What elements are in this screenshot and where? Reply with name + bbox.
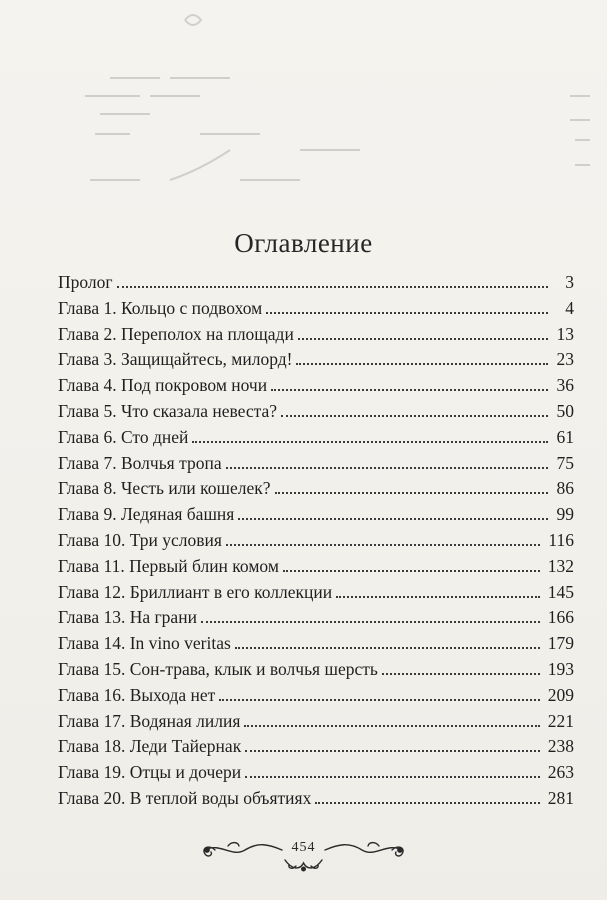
dot-leader (382, 673, 540, 675)
toc-entry-page: 263 (547, 762, 574, 783)
dot-leader (315, 802, 539, 804)
toc-entry (58, 631, 574, 657)
dot-leader (298, 338, 548, 340)
toc-entry (58, 580, 574, 606)
dot-leader (245, 750, 540, 752)
toc-entry (58, 373, 574, 399)
toc-entry (58, 605, 574, 631)
toc-entry (58, 760, 574, 786)
toc-entry-title: Глава 6. Сто дней (58, 426, 189, 447)
toc-entry-title: Глава 10. Три условия (58, 529, 222, 550)
dot-leader (266, 312, 548, 314)
toc-entry-title: Глава 2. Переполох на площади (58, 323, 294, 344)
toc-entry (58, 734, 574, 760)
dot-leader (238, 518, 548, 520)
toc-entry-page: 99 (556, 504, 574, 525)
toc-entry (58, 683, 574, 709)
toc-entry-page: 209 (547, 684, 574, 705)
toc-entry-page: 3 (565, 272, 574, 292)
dot-leader (271, 389, 548, 391)
toc-entry-title: Глава 12. Бриллиант в его коллекции (58, 581, 333, 602)
toc-entry-page: 75 (556, 452, 574, 473)
toc-entry-title: Глава 1. Кольцо с подвохом (58, 297, 263, 318)
toc-entry (58, 657, 574, 683)
toc-entry (58, 347, 574, 373)
toc-entry-page: 166 (547, 607, 574, 628)
dot-leader (336, 596, 540, 598)
toc-entry-page: 238 (547, 736, 574, 757)
dot-leader (296, 363, 548, 365)
toc-entry-title: Глава 19. Отцы и дочери (58, 762, 242, 783)
toc-entry-title: Глава 13. На грани (58, 607, 197, 628)
contents-title: Оглавление (234, 228, 373, 258)
dot-leader (219, 699, 539, 701)
toc-entry-title: Глава 8. Честь или кошелек? (58, 478, 271, 499)
toc-entry (58, 399, 574, 425)
toc-entry-title: Глава 9. Ледяная башня (58, 504, 235, 525)
toc-entry (58, 528, 574, 554)
toc-entry (58, 425, 574, 451)
bleed-through-shadow (0, 0, 607, 230)
toc-entry (58, 322, 574, 348)
toc-entry-page: 193 (547, 658, 574, 679)
dot-leader (192, 441, 548, 443)
toc-entry-page: 4 (565, 297, 574, 318)
toc-entry-title: Глава 18. Леди Тайернак (58, 736, 242, 757)
toc-entry-title: Глава 3. Защищайтесь, милорд! (58, 349, 293, 370)
toc-entry-page: 116 (548, 529, 574, 550)
toc-entry-title: Пролог (58, 272, 113, 292)
dot-leader (281, 415, 548, 417)
toc-entry-page: 13 (556, 323, 574, 344)
toc-entry-title: Глава 4. Под покровом ночи (58, 375, 268, 396)
toc-entry (58, 451, 574, 477)
toc-entry (58, 296, 574, 322)
toc-entry (58, 786, 574, 812)
toc-entry-title: Глава 14. In vino veritas (58, 633, 231, 654)
toc-entry-page: 132 (547, 555, 574, 576)
toc-entry-title: Глава 5. Что сказала невеста? (58, 400, 278, 421)
toc-entry-page: 179 (547, 633, 574, 654)
dot-leader (235, 647, 540, 649)
dot-leader (283, 570, 540, 572)
dot-leader (244, 725, 539, 727)
toc-entry-page: 281 (547, 787, 574, 808)
dot-leader (201, 621, 540, 623)
toc-entry (58, 554, 574, 580)
toc-entry (58, 476, 574, 502)
toc-entry-title: Глава 15. Сон-трава, клык и волчья шерсть (58, 658, 378, 679)
toc-entry-page: 50 (556, 400, 574, 421)
toc-entry-page: 86 (556, 478, 574, 499)
table-of-contents (58, 270, 574, 812)
dot-leader (117, 286, 548, 288)
toc-entry-title: Глава 20. В теплой воды объятиях (58, 787, 312, 808)
page-number: 454 (291, 840, 316, 855)
toc-entry (58, 270, 574, 296)
toc-entry-page: 61 (556, 426, 574, 447)
dot-leader (226, 467, 548, 469)
toc-entry-page: 145 (547, 581, 574, 602)
dot-leader (275, 492, 548, 494)
toc-entry-page: 36 (556, 375, 574, 396)
toc-entry-title: Глава 17. Водяная лилия (58, 710, 241, 731)
dot-leader (245, 776, 540, 778)
toc-entry-title: Глава 16. Выхода нет (58, 684, 216, 705)
toc-entry-page: 221 (547, 710, 574, 731)
toc-entry-title: Глава 7. Волчья тропа (58, 452, 222, 473)
toc-entry (58, 502, 574, 528)
toc-entry-page: 23 (556, 349, 574, 370)
toc-entry (58, 709, 574, 735)
toc-entry-title: Глава 11. Первый блин комом (58, 555, 279, 576)
dot-leader (226, 544, 540, 546)
